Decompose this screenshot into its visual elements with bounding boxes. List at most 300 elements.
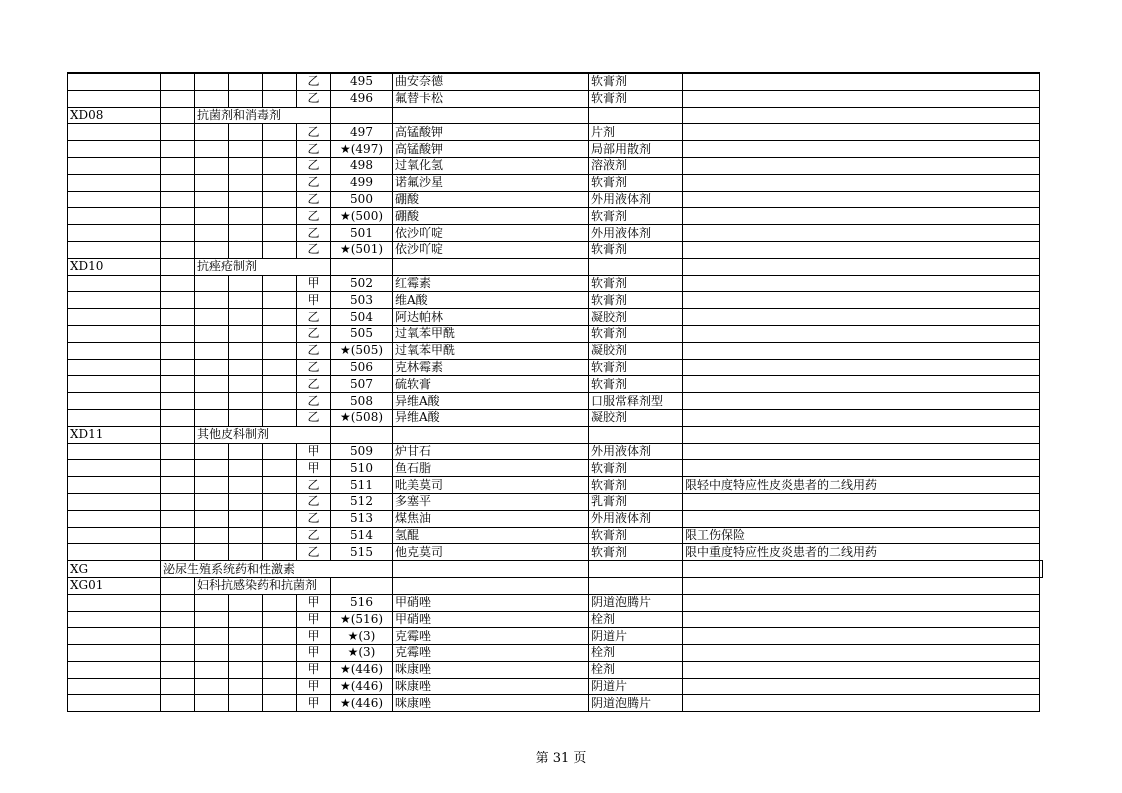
number-cell: ★(3)	[331, 628, 393, 645]
empty-cell	[229, 544, 263, 561]
empty-cell	[161, 325, 195, 342]
table-row	[68, 208, 1043, 225]
class-cell: 甲	[297, 611, 331, 628]
empty-cell	[229, 292, 263, 309]
empty-cell	[229, 309, 263, 326]
remark-cell	[683, 292, 1040, 309]
dosage-form-cell: 软膏剂	[589, 325, 683, 342]
category-title: 其他皮科制剂	[195, 426, 331, 443]
dosage-form-cell: 栓剂	[589, 661, 683, 678]
empty-cell	[263, 376, 297, 393]
table-row	[68, 342, 1043, 359]
empty-cell	[195, 477, 229, 494]
empty-cell	[68, 611, 161, 628]
remark-cell	[683, 191, 1040, 208]
empty-cell	[195, 393, 229, 410]
empty-cell	[263, 393, 297, 410]
empty-cell	[229, 611, 263, 628]
empty-cell	[195, 695, 229, 712]
empty-cell	[68, 325, 161, 342]
empty-cell	[195, 661, 229, 678]
empty-cell	[161, 275, 195, 292]
drug-name-cell: 依沙吖啶	[393, 225, 589, 242]
dosage-form-cell: 阴道片	[589, 628, 683, 645]
remark-cell	[683, 594, 1040, 611]
empty-cell	[68, 191, 161, 208]
table-row	[68, 645, 1043, 662]
empty-cell	[68, 594, 161, 611]
number-cell: 496	[331, 90, 393, 107]
empty-cell	[263, 645, 297, 662]
empty-cell	[229, 174, 263, 191]
empty-cell	[393, 561, 589, 578]
empty-cell	[263, 443, 297, 460]
empty-cell	[263, 309, 297, 326]
remark-cell	[683, 493, 1040, 510]
empty-cell	[161, 443, 195, 460]
empty-cell	[68, 695, 161, 712]
class-cell: 甲	[297, 443, 331, 460]
empty-cell	[393, 107, 589, 124]
drug-name-cell: 曲安奈德	[393, 73, 589, 90]
empty-cell	[263, 292, 297, 309]
remark-cell	[683, 141, 1040, 158]
dosage-form-cell: 溶液剂	[589, 157, 683, 174]
empty-cell	[195, 124, 229, 141]
empty-cell	[263, 342, 297, 359]
dosage-form-cell: 软膏剂	[589, 275, 683, 292]
remark-cell	[683, 359, 1040, 376]
empty-cell	[263, 225, 297, 242]
table-row	[68, 393, 1043, 410]
dosage-form-cell: 软膏剂	[589, 90, 683, 107]
dosage-form-cell: 外用液体剂	[589, 510, 683, 527]
category-code: XG	[68, 561, 161, 578]
class-cell: 甲	[297, 275, 331, 292]
empty-cell	[195, 342, 229, 359]
dosage-form-cell: 软膏剂	[589, 376, 683, 393]
empty-cell	[229, 376, 263, 393]
empty-cell	[195, 645, 229, 662]
empty-cell	[68, 359, 161, 376]
remark-cell	[683, 611, 1040, 628]
empty-cell	[161, 611, 195, 628]
empty-cell	[161, 342, 195, 359]
drug-name-cell: 克霉唑	[393, 628, 589, 645]
empty-cell	[161, 258, 195, 275]
number-cell: 511	[331, 477, 393, 494]
table-row	[68, 141, 1043, 158]
table-row	[68, 611, 1043, 628]
empty-cell	[195, 141, 229, 158]
table-row	[68, 678, 1043, 695]
empty-cell	[263, 174, 297, 191]
table-row	[68, 510, 1043, 527]
class-cell: 乙	[297, 174, 331, 191]
empty-cell	[229, 342, 263, 359]
number-cell: ★(446)	[331, 678, 393, 695]
empty-cell	[161, 409, 195, 426]
empty-cell	[263, 241, 297, 258]
drug-name-cell: 甲硝唑	[393, 611, 589, 628]
empty-cell	[229, 359, 263, 376]
empty-cell	[68, 309, 161, 326]
number-cell: 502	[331, 275, 393, 292]
drug-name-cell: 多塞平	[393, 493, 589, 510]
drug-name-cell: 高锰酸钾	[393, 124, 589, 141]
number-cell: 516	[331, 594, 393, 611]
empty-cell	[161, 544, 195, 561]
empty-cell	[229, 460, 263, 477]
empty-cell	[229, 695, 263, 712]
remark-cell: 限中重度特应性皮炎患者的二线用药	[683, 544, 1040, 561]
dosage-form-cell: 口服常释剂型	[589, 393, 683, 410]
number-cell: 505	[331, 325, 393, 342]
table-row	[68, 157, 1043, 174]
empty-cell	[161, 90, 195, 107]
empty-cell	[68, 460, 161, 477]
remark-cell	[683, 376, 1040, 393]
table-row	[68, 275, 1043, 292]
remark-cell	[683, 174, 1040, 191]
class-cell: 乙	[297, 376, 331, 393]
dosage-form-cell: 凝胶剂	[589, 409, 683, 426]
empty-cell	[68, 493, 161, 510]
number-cell: 499	[331, 174, 393, 191]
empty-cell	[161, 73, 195, 90]
empty-cell	[68, 376, 161, 393]
number-cell: ★(446)	[331, 695, 393, 712]
empty-cell	[68, 225, 161, 242]
class-cell: 甲	[297, 628, 331, 645]
drug-name-cell: 他克莫司	[393, 544, 589, 561]
table-row	[68, 695, 1043, 712]
number-cell: 515	[331, 544, 393, 561]
number-cell: ★(501)	[331, 241, 393, 258]
category-row	[68, 577, 1043, 594]
empty-cell	[263, 628, 297, 645]
dosage-form-cell: 阴道泡腾片	[589, 594, 683, 611]
drug-name-cell: 阿达帕林	[393, 309, 589, 326]
empty-cell	[263, 477, 297, 494]
class-cell: 乙	[297, 393, 331, 410]
empty-cell	[195, 678, 229, 695]
empty-cell	[229, 191, 263, 208]
empty-cell	[263, 544, 297, 561]
drug-name-cell: 依沙吖啶	[393, 241, 589, 258]
drug-name-cell: 氟替卡松	[393, 90, 589, 107]
class-cell: 乙	[297, 157, 331, 174]
table-row	[68, 527, 1043, 544]
empty-cell	[229, 208, 263, 225]
empty-cell	[195, 493, 229, 510]
empty-cell	[161, 577, 195, 594]
dosage-form-cell: 外用液体剂	[589, 191, 683, 208]
empty-cell	[161, 124, 195, 141]
table-row	[68, 292, 1043, 309]
empty-cell	[263, 275, 297, 292]
empty-cell	[229, 527, 263, 544]
dosage-form-cell: 片剂	[589, 124, 683, 141]
class-cell: 乙	[297, 409, 331, 426]
empty-cell	[683, 577, 1040, 594]
empty-cell	[161, 157, 195, 174]
drug-name-cell: 硫软膏	[393, 376, 589, 393]
empty-cell	[68, 90, 161, 107]
empty-cell	[68, 661, 161, 678]
empty-cell	[68, 73, 161, 90]
empty-cell	[161, 191, 195, 208]
empty-cell	[229, 493, 263, 510]
page-number: 第 31 页	[535, 751, 587, 766]
remark-cell	[683, 443, 1040, 460]
empty-cell	[68, 393, 161, 410]
empty-cell	[263, 678, 297, 695]
number-cell: ★(446)	[331, 661, 393, 678]
table-row	[68, 661, 1043, 678]
empty-cell	[161, 359, 195, 376]
empty-cell	[161, 527, 195, 544]
dosage-form-cell: 栓剂	[589, 645, 683, 662]
empty-cell	[393, 426, 589, 443]
empty-cell	[229, 628, 263, 645]
empty-cell	[229, 477, 263, 494]
remark-cell	[683, 460, 1040, 477]
category-title: 妇科抗感染药和抗菌剂	[195, 577, 331, 594]
empty-cell	[195, 359, 229, 376]
empty-cell	[393, 258, 589, 275]
table-row	[68, 493, 1043, 510]
drug-name-cell: 维A酸	[393, 292, 589, 309]
empty-cell	[195, 241, 229, 258]
class-cell: 甲	[297, 645, 331, 662]
table-row	[68, 191, 1043, 208]
empty-cell	[263, 157, 297, 174]
empty-cell	[195, 191, 229, 208]
empty-cell	[68, 292, 161, 309]
class-cell: 甲	[297, 678, 331, 695]
empty-cell	[195, 275, 229, 292]
empty-cell	[393, 577, 589, 594]
drug-name-cell: 异维A酸	[393, 393, 589, 410]
empty-cell	[229, 141, 263, 158]
empty-cell	[195, 208, 229, 225]
table-row	[68, 443, 1043, 460]
remark-cell	[683, 90, 1040, 107]
empty-cell	[229, 645, 263, 662]
dosage-form-cell: 外用液体剂	[589, 443, 683, 460]
category-row	[68, 107, 1043, 124]
remark-cell	[683, 157, 1040, 174]
dosage-form-cell: 乳膏剂	[589, 493, 683, 510]
number-cell: 503	[331, 292, 393, 309]
remark-cell	[683, 645, 1040, 662]
number-cell: 512	[331, 493, 393, 510]
empty-cell	[263, 325, 297, 342]
dosage-form-cell: 栓剂	[589, 611, 683, 628]
empty-cell	[161, 661, 195, 678]
number-cell: 497	[331, 124, 393, 141]
empty-cell	[161, 510, 195, 527]
table-row	[68, 124, 1043, 141]
empty-cell	[68, 527, 161, 544]
dosage-form-cell: 软膏剂	[589, 73, 683, 90]
empty-cell	[161, 107, 195, 124]
empty-cell	[161, 695, 195, 712]
class-cell: 乙	[297, 208, 331, 225]
empty-cell	[68, 544, 161, 561]
remark-cell	[683, 695, 1040, 712]
empty-cell	[195, 157, 229, 174]
empty-cell	[229, 157, 263, 174]
empty-cell	[229, 225, 263, 242]
class-cell: 乙	[297, 477, 331, 494]
empty-cell	[263, 527, 297, 544]
empty-cell	[161, 241, 195, 258]
class-cell: 甲	[297, 661, 331, 678]
remark-cell	[683, 342, 1040, 359]
remark-cell	[683, 393, 1040, 410]
empty-cell	[589, 426, 683, 443]
empty-cell	[229, 443, 263, 460]
class-cell: 乙	[297, 510, 331, 527]
category-row	[68, 258, 1043, 275]
drug-name-cell: 甲硝唑	[393, 594, 589, 611]
empty-cell	[161, 628, 195, 645]
number-cell: 507	[331, 376, 393, 393]
class-cell: 乙	[297, 141, 331, 158]
table-row	[68, 477, 1043, 494]
empty-cell	[161, 225, 195, 242]
category-code: XD11	[68, 426, 161, 443]
empty-cell	[161, 141, 195, 158]
empty-cell	[161, 678, 195, 695]
class-cell: 乙	[297, 124, 331, 141]
dosage-form-cell: 软膏剂	[589, 241, 683, 258]
empty-cell	[161, 645, 195, 662]
empty-cell	[263, 124, 297, 141]
number-cell: 509	[331, 443, 393, 460]
empty-cell	[68, 628, 161, 645]
number-cell: ★(505)	[331, 342, 393, 359]
table-row	[68, 241, 1043, 258]
remark-cell	[683, 275, 1040, 292]
empty-cell	[68, 241, 161, 258]
dosage-form-cell: 凝胶剂	[589, 309, 683, 326]
table-row	[68, 90, 1043, 107]
number-cell: ★(508)	[331, 409, 393, 426]
empty-cell	[229, 393, 263, 410]
empty-cell	[68, 477, 161, 494]
empty-cell	[195, 527, 229, 544]
drug-name-cell: 克林霉素	[393, 359, 589, 376]
empty-cell	[229, 678, 263, 695]
empty-cell	[229, 73, 263, 90]
drug-name-cell: 炉甘石	[393, 443, 589, 460]
empty-cell	[161, 594, 195, 611]
dosage-form-cell: 软膏剂	[589, 359, 683, 376]
empty-cell	[161, 208, 195, 225]
number-cell: 495	[331, 73, 393, 90]
remark-cell: 限轻中度特应性皮炎患者的二线用药	[683, 477, 1040, 494]
table-row	[68, 309, 1043, 326]
empty-cell	[161, 174, 195, 191]
drug-name-cell: 红霉素	[393, 275, 589, 292]
drug-name-cell: 咪康唑	[393, 661, 589, 678]
empty-cell	[195, 510, 229, 527]
number-cell: ★(500)	[331, 208, 393, 225]
empty-cell	[68, 141, 161, 158]
empty-cell	[195, 443, 229, 460]
remark-cell: 限工伤保险	[683, 527, 1040, 544]
remark-cell	[683, 661, 1040, 678]
empty-cell	[263, 191, 297, 208]
number-cell: ★(497)	[331, 141, 393, 158]
empty-cell	[195, 292, 229, 309]
empty-cell	[161, 477, 195, 494]
empty-cell	[68, 174, 161, 191]
empty-cell	[68, 124, 161, 141]
remark-cell	[683, 409, 1040, 426]
dosage-form-cell: 凝胶剂	[589, 342, 683, 359]
category-row	[68, 426, 1043, 443]
drug-name-cell: 鱼石脂	[393, 460, 589, 477]
empty-cell	[263, 409, 297, 426]
remark-cell	[683, 241, 1040, 258]
empty-cell	[195, 376, 229, 393]
number-cell: 501	[331, 225, 393, 242]
empty-cell	[589, 561, 683, 578]
number-cell: 504	[331, 309, 393, 326]
drug-name-cell: 过氧苯甲酰	[393, 342, 589, 359]
drug-name-cell: 克霉唑	[393, 645, 589, 662]
class-cell: 乙	[297, 225, 331, 242]
empty-cell	[263, 73, 297, 90]
number-cell: 514	[331, 527, 393, 544]
empty-cell	[161, 393, 195, 410]
number-cell: 498	[331, 157, 393, 174]
table-row	[68, 73, 1043, 90]
drug-name-cell: 氢醌	[393, 527, 589, 544]
empty-cell	[331, 258, 393, 275]
empty-cell	[195, 73, 229, 90]
class-cell: 乙	[297, 342, 331, 359]
remark-cell	[683, 124, 1040, 141]
class-cell: 甲	[297, 695, 331, 712]
remark-cell	[683, 208, 1040, 225]
empty-cell	[683, 426, 1040, 443]
empty-cell	[161, 376, 195, 393]
empty-cell	[263, 359, 297, 376]
table-row	[68, 460, 1043, 477]
empty-cell	[229, 409, 263, 426]
empty-cell	[683, 107, 1040, 124]
dosage-form-cell: 软膏剂	[589, 527, 683, 544]
dosage-form-cell: 软膏剂	[589, 292, 683, 309]
table-row	[68, 594, 1043, 611]
remark-cell	[683, 628, 1040, 645]
drug-catalog-table	[67, 72, 1043, 712]
dosage-form-cell: 软膏剂	[589, 208, 683, 225]
remark-cell	[683, 678, 1040, 695]
remark-cell	[683, 225, 1040, 242]
empty-cell	[161, 292, 195, 309]
remark-cell	[683, 73, 1040, 90]
class-cell: 乙	[297, 359, 331, 376]
number-cell: 506	[331, 359, 393, 376]
table-row	[68, 544, 1043, 561]
class-cell: 乙	[297, 493, 331, 510]
